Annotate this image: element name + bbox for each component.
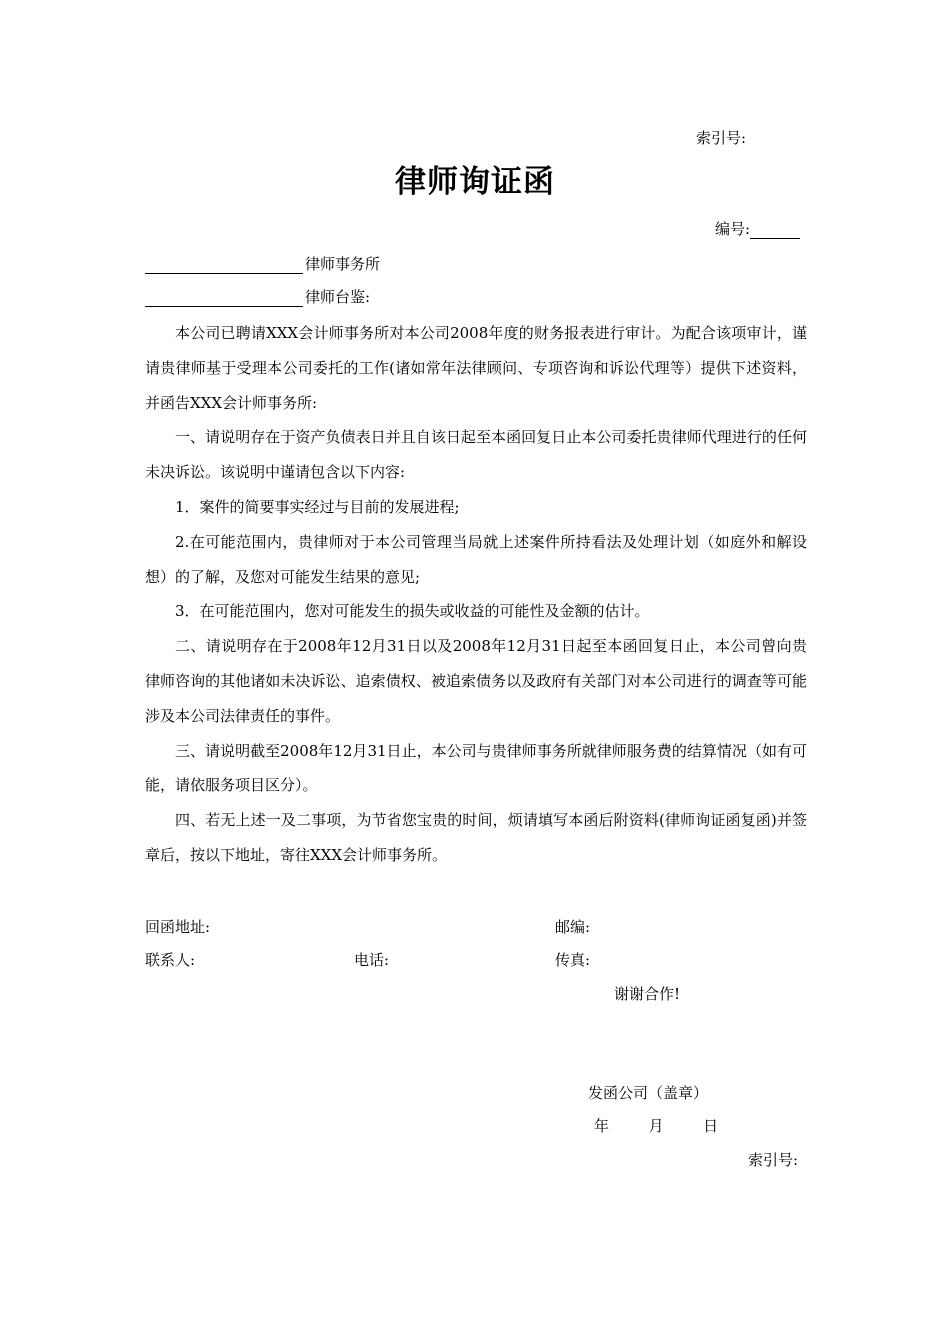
date-year: 年 [594, 1117, 610, 1135]
letter-body [145, 316, 807, 873]
document-number-blank [750, 222, 800, 239]
firm-suffix: 律师事务所 [305, 255, 381, 273]
index-number-bottom: 索引号: [748, 1151, 799, 1169]
addressee-salutation-line [145, 287, 370, 307]
paragraph-item-three: 三、请说明截至2008年12月31日止，本公司与贵律师事务所就律师服务费的结算情况（如有可能，请依服务项目区分）。 [145, 741, 807, 795]
date-month: 月 [648, 1117, 664, 1135]
index-number-top: 索引号: [696, 129, 747, 147]
paragraph-item-four: 四、若无上述一及二事项，为节省您宝贵的时间，烦请填写本函后附资料(律师询证函复函)并签章后，按以下地址，寄往XXX会计师事务所。 [145, 811, 807, 864]
date-line [594, 1116, 718, 1136]
postcode-label: 邮编: [555, 918, 591, 936]
thanks-text: 谢谢合作! [614, 985, 681, 1003]
paragraph-intro: 本公司已聘请XXX会计师事务所对本公司2008年度的财务报表进行审计。为配合该项审计，谨请贵律师基于受理本公司委托的工作(诸如常年法律顾问、专项咨询和诉讼代理等）提供下述资料，并函告XXX会计师事务所: [145, 324, 807, 412]
sender-company: 发函公司（盖章） [588, 1084, 709, 1102]
lawyer-name-blank [145, 290, 303, 307]
document-number-label: 编号: [715, 220, 751, 238]
paragraph-subitem-1: 1．案件的简要事实经过与目前的发展进程; [175, 497, 460, 516]
paragraph-subitem-2: 2.在可能范围内，贵律师对于本公司管理当局就上述案件所持看法及处理计划（如庭外和解设想）的了解，及您对可能发生结果的意见; [145, 532, 807, 586]
phone-label: 电话: [354, 951, 390, 969]
paragraph-subitem-3: 3．在可能范围内，您对可能发生的损失或收益的可能性及金额的估计。 [175, 602, 650, 621]
date-day: 日 [703, 1117, 719, 1135]
document-title: 律师询证函 [395, 164, 555, 200]
paragraph-item-one: 一、请说明存在于资产负债表日并且自该日起至本函回复日止本公司委托贵律师代理进行的任何未决诉讼。该说明中谨请包含以下内容: [145, 428, 807, 482]
paragraph-item-two: 二、请说明存在于2008年12月31日以及2008年12月31日起至本函回复日止，本公司曾向贵律师咨询的其他诸如未决诉讼、追索债权、被追索债务以及政府有关部门对本公司进行的调查等可能涉及本公司法律责任的事件。 [145, 637, 807, 725]
salutation-suffix: 律师台鉴: [305, 288, 371, 306]
return-address-label: 回函地址: [145, 918, 211, 936]
fax-label: 传真: [555, 951, 591, 969]
addressee-firm-line [145, 254, 380, 274]
document-number [715, 219, 800, 239]
firm-name-blank [145, 257, 303, 274]
contact-person-label: 联系人: [145, 951, 196, 969]
